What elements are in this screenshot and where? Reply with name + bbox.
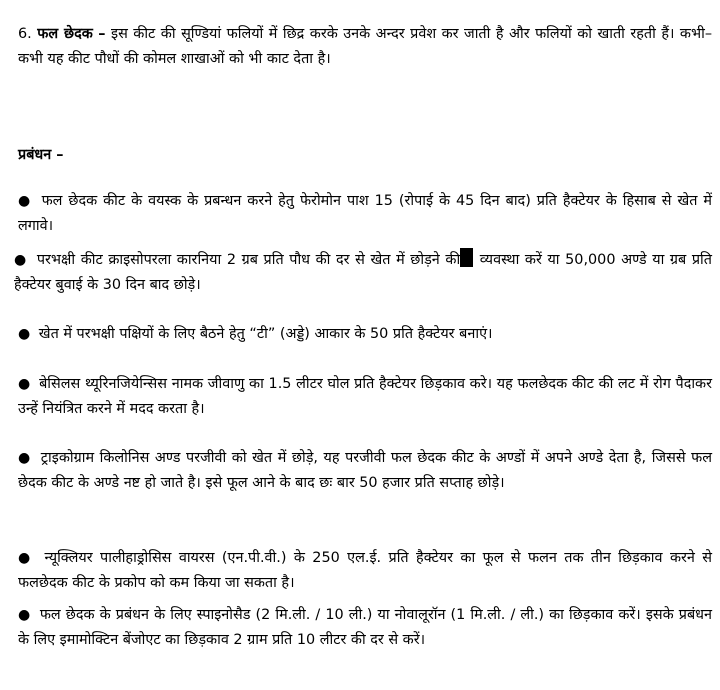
section-text: इस कीट की सूण्डियां फलियों में छिद्र करके उनके अन्दर प्रवेश कर जाती है और फलियों को खाती रहती हैं। कभी–कभी यह कीट पौधों की कोमल शाखाओं को भी काट देता है। <box>18 26 713 67</box>
list-item-text-after: व्यवस्था करें या 50,000 अण्डे या ग्रब प्रति हैक्टेयर बुवाई के 30 दिन बाद छोड़े। <box>14 252 712 293</box>
list-item-text-before: परभक्षी कीट क्राइसोपरला कारनिया 2 ग्रब प्रति पौध की दर से खेत में छोड़ने की <box>36 252 461 268</box>
section-title: फल छेदक <box>37 26 93 42</box>
list-item <box>18 322 712 347</box>
list-item <box>18 546 712 595</box>
bullet-icon: ● <box>18 326 31 342</box>
list-item-text: ट्राइकोग्राम किलोनिस अण्ड परजीवी को खेत में छोड़े, यह परजीवी फल छेदक कीट के अण्डों में अपने अण्डे देता है, जिससे फल छेदक कीट के अण्डे नष्ट हो जाते है। इसे फूल आने के बाद छः बार 50 हजार प्रति सप्ताह छोड़े। <box>18 450 712 491</box>
bullet-icon: ● <box>18 376 31 392</box>
section-6-paragraph <box>18 22 712 71</box>
list-item-text: बेसिलस थ्यूरिनजियेन्सिस नामक जीवाणु का 1.5 लीटर घोल प्रति हैक्टेयर छिड़काव करे। यह फलछेदक कीट की लट में रोग पैदाकर उन्हें नियंत्रित करने में मदद करता है। <box>18 376 712 417</box>
section-title-dash: – <box>98 26 106 42</box>
list-item <box>18 603 712 652</box>
bullet-icon: ● <box>18 607 31 623</box>
list-item <box>14 248 712 297</box>
list-item-text: खेत में परभक्षी पक्षियों के लिए बैठने हेतु “टी” (अड्डे) आकार के 50 प्रति हैक्टेयर बनाएं। <box>38 326 493 342</box>
list-item-text: फल छेदक कीट के वयस्क के प्रबन्धन करने हेतु फेरोमोन पाश 15 (रोपाई के 45 दिन बाद) प्रति हैक्टेयर के हिसाब से खेत में लगावे। <box>18 193 713 234</box>
bullet-icon: ● <box>18 550 34 566</box>
list-item <box>18 446 712 495</box>
section-number: 6. <box>18 26 32 42</box>
list-item-text: फल छेदक के प्रबंधन के लिए स्पाइनोसैड (2 मि.ली. / 10 ली.) या नोवालूरॉन (1 मि.ली. / ली.) का छिड़काव करें। इसके प्रबंधन के लिए इमामोक्टिन बेंजोएट का छिड़काव 2 ग्राम प्रति 10 लीटर की दर से करें। <box>18 607 713 648</box>
list-item <box>18 189 712 238</box>
bullet-icon: ● <box>18 193 32 209</box>
management-heading: प्रबंधन – <box>18 147 64 163</box>
bullet-icon: ● <box>18 450 32 466</box>
redaction-mark <box>460 248 473 267</box>
list-item-text: न्यूक्लियर पालीहाड्रोसिस वायरस (एन.पी.वी.) के 250 एल.ई. प्रति हैक्टेयर का फूल से फलन तक तीन छिड़काव करने से फलछेदक कीट के प्रकोप को कम किया जा सकता है। <box>18 550 713 591</box>
bullet-icon: ● <box>14 252 28 268</box>
list-item <box>18 372 712 421</box>
